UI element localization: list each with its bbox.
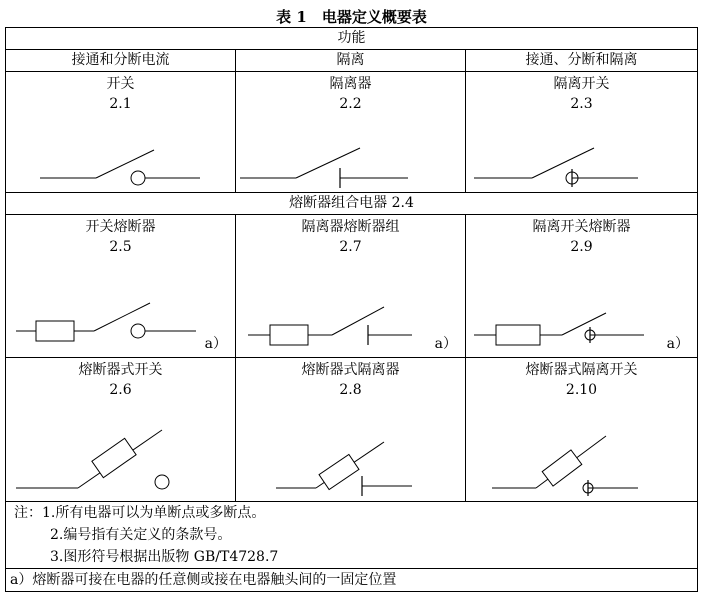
clause-number: 2.5 [109,239,132,255]
device-name: 隔离器熔断器组 [301,219,400,235]
cell-disconnector [236,72,466,193]
device-name: 开关熔断器 [85,219,156,235]
clause-number: 2.10 [565,382,598,398]
switch-fuse-symbol-icon [6,215,236,357]
note-line-3: 3.图形符号根据出版物 GB/T4728.7 [50,549,279,565]
cell-switch-disconnector-fuse [466,215,698,358]
clause-number: 2.6 [109,382,132,398]
cell-fuse-switch-disconnector [466,358,698,502]
fuse-switch-symbol-icon [6,358,236,501]
switch-disconnector-fuse-symbol-icon [466,215,698,357]
function-header: 功能 [6,28,698,50]
device-definition-table [5,27,698,592]
cell-fuse-disconnector [236,358,466,502]
device-name: 开关 [106,76,135,92]
footnote-a: a）熔断器可接在电器的任意侧或接在电器触头间的一固定位置 [6,569,698,592]
fuse-combination-header: 熔断器组合电器 2.4 [6,193,698,215]
col-header-make-break-isolation: 接通、分断和隔离 [466,50,698,72]
device-name: 熔断器式隔离开关 [525,362,638,378]
device-name: 隔离器 [329,76,372,92]
switch-symbol-icon [6,72,236,192]
clause-number: 2.1 [109,96,132,112]
note-line-2: 2.编号指有关定义的条款号。 [50,527,232,543]
disconnector-fuse-symbol-icon [236,215,466,357]
cell-switch [6,72,236,193]
fuse-switch-disconnector-symbol-icon [466,358,698,501]
note-line-1: 注：1.所有电器可以为单断点或多断点。 [14,505,266,521]
device-name: 熔断器式开关 [78,362,163,378]
notes-block [6,502,698,569]
footnote-marker: a） [204,336,227,352]
col-header-isolation: 隔离 [236,50,466,72]
disconnector-symbol-icon [236,72,466,192]
clause-number: 2.2 [339,96,362,112]
cell-switch-fuse [6,215,236,358]
footnote-marker: a） [434,336,457,352]
device-name: 隔离开关 [553,76,610,92]
device-name: 熔断器式隔离器 [301,362,400,378]
device-name: 隔离开关熔断器 [532,219,631,235]
fuse-disconnector-symbol-icon [236,358,466,501]
clause-number: 2.9 [570,239,593,255]
clause-number: 2.8 [339,382,362,398]
cell-switch-disconnector [466,72,698,193]
clause-number: 2.7 [339,239,362,255]
switch-disconnector-symbol-icon [466,72,698,192]
col-header-make-break: 接通和分断电流 [6,50,236,72]
table-title: 表 1 电器定义概要表 [276,8,427,26]
cell-fuse-switch [6,358,236,502]
footnote-marker: a） [666,336,690,352]
clause-number: 2.3 [570,96,593,112]
cell-disconnector-fuse [236,215,466,358]
